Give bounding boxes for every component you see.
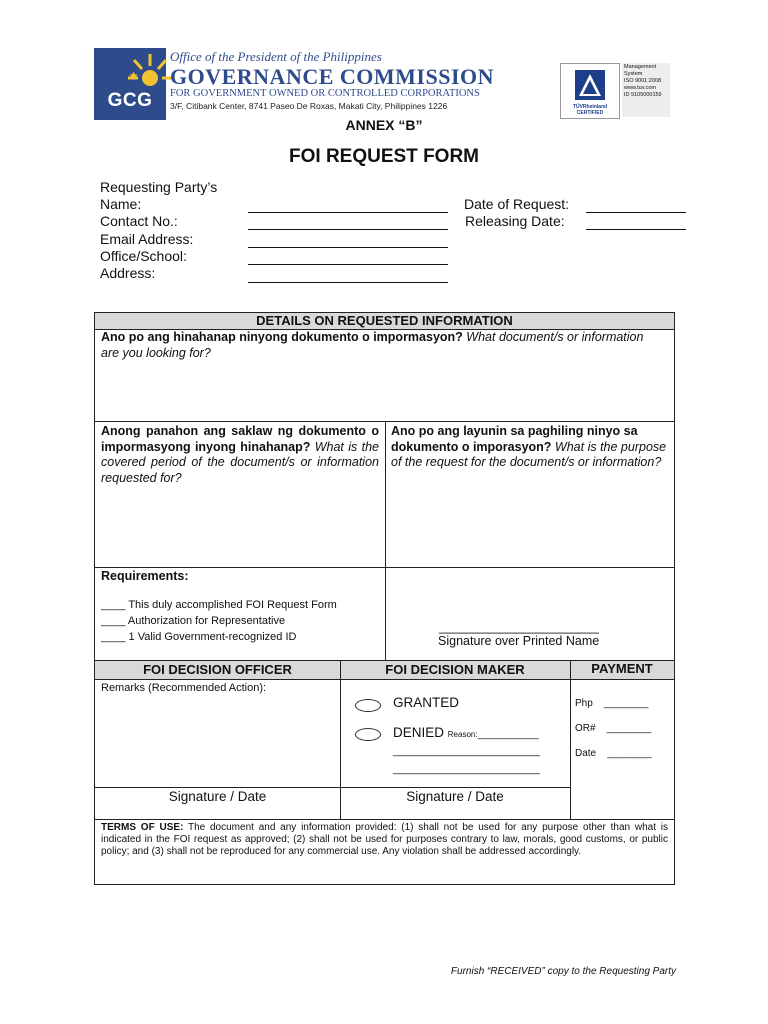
payment-or-label: OR# [575,723,596,734]
email-field[interactable] [248,247,448,248]
signature-line[interactable]: _______________________ [439,620,599,634]
payment-php-label: Php [575,698,593,709]
annex-label: ANNEX “B” [345,117,423,133]
tuv-triangle-icon [573,68,607,102]
cert-info-line: System [624,71,643,77]
question-purpose [391,424,669,471]
request-details-table [94,312,675,885]
form-title: FOI REQUEST FORM [289,146,479,167]
contact-field[interactable] [248,229,448,230]
divider [95,819,674,820]
requirement-item[interactable]: ____ 1 Valid Government-recognized ID [101,631,297,643]
requirement-item[interactable]: ____ This duly accomplished FOI Request Form [101,599,337,611]
granted-option-icon[interactable] [355,699,381,712]
date-of-request-field[interactable] [586,212,686,213]
question-period-fil: Anong panahon ang saklaw ng dokumento o impormasyong inyong hinahanap? [101,424,379,454]
requirements-label: Requirements: [101,569,189,583]
divider [95,787,570,788]
payment-date-field[interactable]: ________ [607,748,652,759]
remarks-label: Remarks (Recommended Action): [101,682,267,694]
name-label: Name: [100,196,142,212]
terms-label: TERMS OF USE: [101,822,184,833]
decision-officer-header: FOI DECISION OFFICER [143,662,292,677]
divider [95,679,674,680]
org-name: GOVERNANCE COMMISSION [170,64,495,89]
org-address: 3/F, Citibank Center, 8741 Paseo De Roxas, Makati City, Philippines 1226 [170,101,448,111]
payment-date-label: Date [575,748,597,759]
logo-emblem [94,48,166,120]
denied-text: DENIED [393,725,445,740]
address-field[interactable] [248,282,448,283]
decision-maker-header: FOI DECISION MAKER [385,662,525,677]
email-label: Email Address: [100,231,194,247]
payment-or [575,721,651,737]
purpose-answer-area[interactable] [386,488,674,567]
question-purpose-fil: Ano po ang layunin sa paghiling ninyo sa dokumento o imporasyon? [391,424,638,454]
signature-label: Signature over Printed Name [438,634,600,648]
maker-signature-date[interactable]: Signature / Date [406,789,504,804]
requesting-party-heading: Requesting Party’s [100,179,218,195]
payment-php [575,696,648,712]
details-header: DETAILS ON REQUESTED INFORMATION [256,313,513,328]
reason-line[interactable]: ________________________ [393,763,540,775]
cert-info-line: www.tuv.com [624,85,656,91]
contact-label: Contact No.: [100,213,178,229]
question-document-en: What document/s or information are you looking for? [101,330,644,360]
payment-header: PAYMENT [591,661,653,676]
address-label: Address: [100,265,156,281]
requirement-item[interactable]: ____ Authorization for Representative [101,615,286,627]
terms-text: The document and any information provided: (1) shall not be used for any purpose other than what is indicated in the FOI request as approved; (2) shall not be used for purposes contrary to law, morals, good customs, or public policy; and (3) shall not be reproduced for any commercial use. Any violation shall be addressed accordingly. [101,822,668,857]
denied-option-icon[interactable] [355,728,381,741]
office-school-label: Office/School: [100,248,187,264]
cert-info-line: ID 9105000159 [624,92,662,98]
remarks-area[interactable] [95,697,340,787]
iso-certification-badge [560,63,670,117]
denied-label [393,725,539,743]
reason-label: Reason: [447,730,478,739]
payment-php-field[interactable]: ________ [603,698,649,709]
officer-signature-date[interactable]: Signature / Date [168,789,267,804]
cert-info-line: ISO 9001:2008 [624,78,662,84]
terms-of-use [101,822,668,858]
payment-date [575,746,652,762]
reason-blank[interactable]: ___________ [477,729,539,740]
gcg-logo [94,48,496,120]
date-of-request-label: Date of Request: [464,196,570,212]
cert-info-line: Management [624,64,657,70]
footer-note: Furnish “RECEIVED” copy to the Requesting Party [450,966,676,977]
question-period-en: What is the covered period of the document/s or information requested for? [101,439,379,485]
releasing-date-field[interactable] [586,229,686,230]
question-purpose-en: What is the purpose of the request for the document/s or information? [391,439,667,469]
question-period [101,424,379,486]
period-answer-area[interactable] [95,503,385,567]
cert-info [622,63,670,117]
document-answer-area[interactable] [95,363,674,421]
office-school-field[interactable] [248,264,448,265]
granted-label: GRANTED [393,695,460,710]
cert-label: TÜVRheinland CERTIFIED [572,104,608,116]
question-document [101,330,661,361]
org-line3: FOR GOVERNMENT OWNED OR CONTROLLED CORPORATIONS [170,88,480,99]
tuv-logo [560,63,620,119]
reason-line[interactable]: ________________________ [393,745,540,757]
releasing-date-label: Releasing Date: [465,213,565,229]
logo-abbr: GCG [107,90,153,111]
question-document-fil: Ano po ang hinahanap ninyong dokumento o impormasyon? [101,330,463,344]
divider [570,660,571,819]
divider [95,567,674,568]
payment-or-field[interactable]: ________ [606,723,652,734]
name-field[interactable] [248,212,448,213]
org-line1: Office of the President of the Philippines [170,49,382,64]
